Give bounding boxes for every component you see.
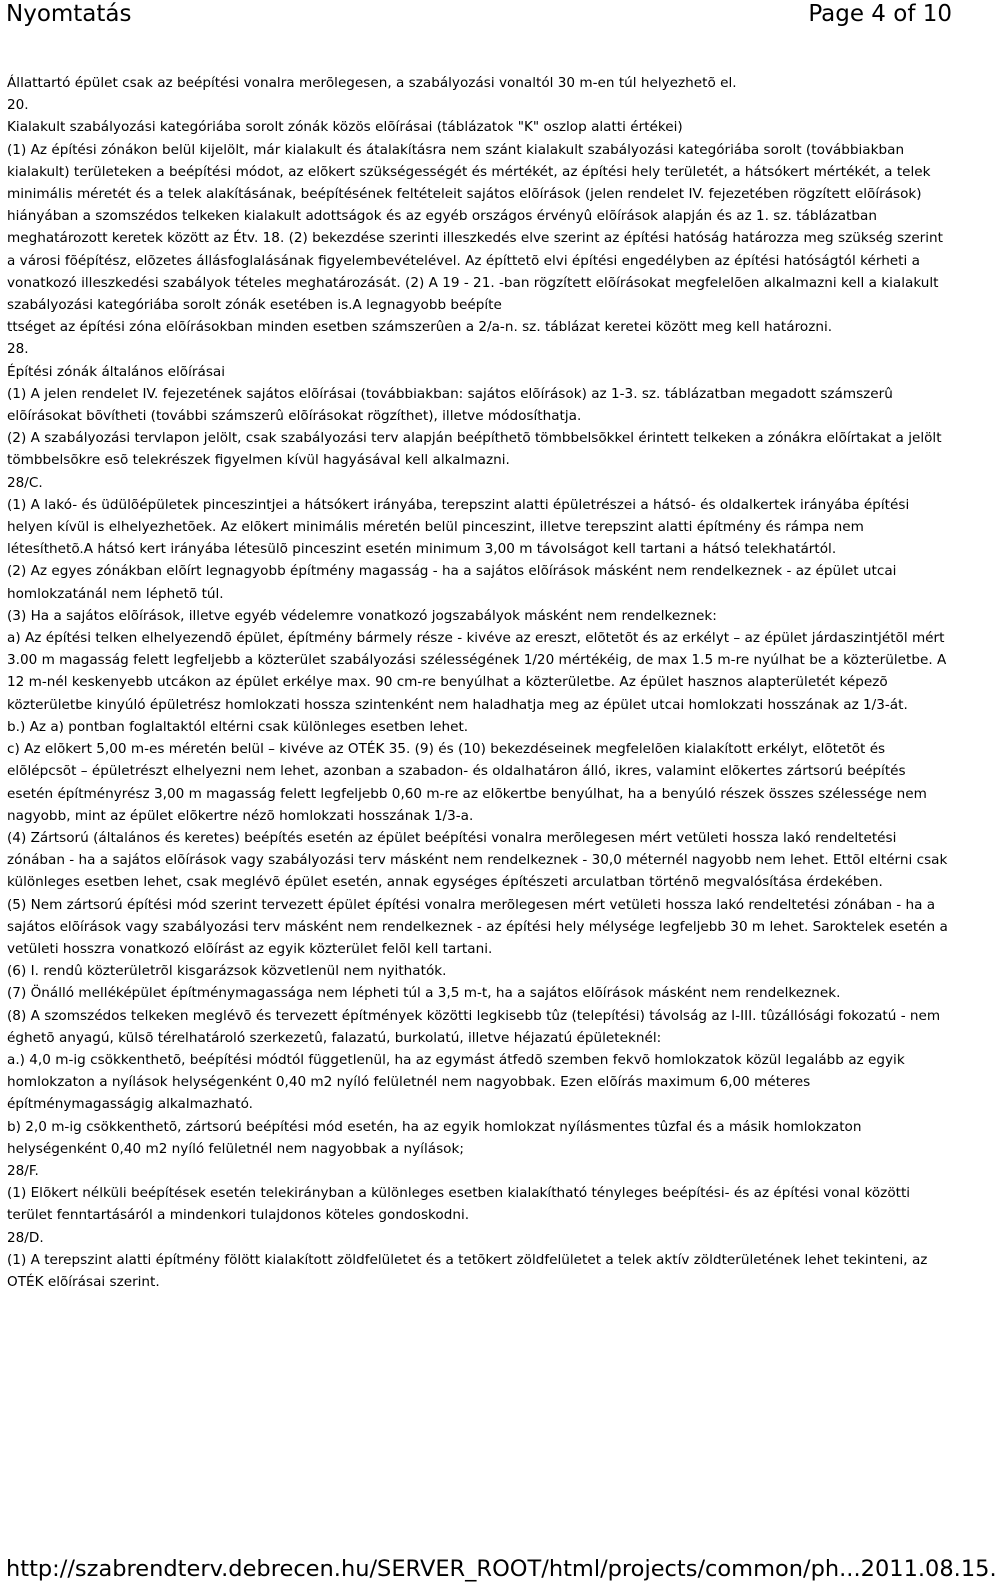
print-header <box>0 0 960 28</box>
paragraph: a.) 4,0 m-ig csökkenthetõ, beépítési módtól függetlenül, ha az egymást átfedõ szemben fekvõ homlokzatok közül legalább az egyik homlokzaton a nyílások helységenként 0,40 m2 nyíló felületnél nem nagyobbak. Ezen elõírás maximum 6,00 méteres építménymagasságig alkalmazható. <box>7 1051 905 1113</box>
section-number: 28. <box>7 341 29 358</box>
paragraph: (1) A jelen rendelet IV. fejezetének sajátos elõírásai (továbbiakban: sajátos elõírások) az 1-3. sz. táblázatban megadott számszerû elõírásokat bõvítheti (további számszerû elõírásokat rögzíthet), illetve módosíthatja. <box>7 385 893 425</box>
paragraph: (1) A lakó- és üdülõépületek pinceszintjei a hátsókert irányába, terepszint alatti épületrészei a hátsó- és oldalkertek irányába építési helyen kívül is elhelyezhetõek. Az elõkert minimális méretén belül pinceszint, illetve terepszint alatti építmény és rámpa nem létesíthetõ.A hátsó kert irányába létesülõ pinceszint esetén minimum 3,00 m távolságot kell tartani a hátsó telekhatártól. <box>7 496 910 558</box>
paragraph: Állattartó épület csak az beépítési vonalra merõlegesen, a szabályozási vonaltól 30 m-en túl helyezhetõ el. <box>7 75 737 91</box>
paragraph: (1) Az építési zónákon belül kijelölt, már kialakult és átalakításra nem szánt kialakult szabályozási kategóriába sorolt (továbbiakban kialakult) területeken a beépítési módot, az elõkert szükségességét és mértékét, az építési hely területét, a hátsókert mértékét, a telek minimális méretét és a telek alakításának, beépítésének feltételeit sajátos elõírások (jelen rendelet IV. fejezetében rögzített elõírások) hiányában a szomszédos telkeken kialakult adottságok és az egyéb országos érvényû elõírások alapján és az 1. sz. táblázatban meghatározott keretek között az Étv. 18. (2) bekezdése szerinti illeszkedés elve szerint az építési hatóság határozza meg szükség szerint a városi fõépítész, elõzetes állásfoglalásának figyelembevételével. Az építtetõ elvi építési engedélyben az építési hatóságtól kérheti a vonatkozó illeszkedési szabályok tételes meghatározását. (2) A 19 - 21. -ban rögzített elõírásokat megfelelõen alkalmazni kell a kialakult szabályozási kategóriába sorolt zónák esetében is.A legnagyobb beépíte <box>7 141 943 314</box>
paragraph: (1) A terepszint alatti építmény fölött kialakított zöldfelületet és a tetõkert zöldfelületet a telek aktív zöldterületének lehet tekinteni, az OTÉK elõírásai szerint. <box>7 1251 928 1290</box>
document-body <box>7 72 952 1293</box>
paragraph: (3) Ha a sajátos elõírások, illetve egyéb védelemre vonatkozó jogszabályok másként nem rendelkeznek: <box>7 607 717 624</box>
paragraph: (2) Az egyes zónákban elõírt legnagyobb építmény magasság - ha a sajátos elõírások másként nem rendelkeznek - az épület utcai homlokzatánál nem léphetõ túl. <box>7 563 897 602</box>
paragraph: a) Az építési telken elhelyezendõ épület, építmény bármely része - kivéve az ereszt, elõtetõt és az erkélyt – az épület járdaszintjétõl mért 3.00 m magasság felett legfeljebb a közterület szabályozási szélességének 1/20 mértékéig, de max 1.5 m-re nyúlhat be a közterületbe. A 12 m-nél keskenyebb utcákon az épület erkélye max. 90 cm-re benyúlhat a közterületbe. Az épület hasznos alapterületét képezõ közterületbe kinyúló épületrész homlokzati hossza szintenként nem haladhatja meg az épület utcai homlokzati hosszának az 1/3-át. <box>7 630 947 713</box>
paragraph: b.) Az a) pontban foglaltaktól eltérni csak különleges esetben lehet. <box>7 718 469 735</box>
section-title: Kialakult szabályozási kategóriába sorolt zónák közös elõírásai (táblázatok "K" oszlop alatti értékei) <box>7 119 683 136</box>
section-number: 28/C. <box>7 474 43 491</box>
print-footer <box>0 1554 997 1584</box>
page-number: Page 4 of 10 <box>808 1 952 27</box>
print-title: Nyomtatás <box>6 1 132 27</box>
section-number: 28/F. <box>7 1162 39 1179</box>
paragraph: (6) I. rendû közterületrõl kisgarázsok közvetlenül nem nyithatók. <box>7 963 447 980</box>
section-title: Építési zónák általános elõírásai <box>7 363 226 380</box>
paragraph: c) Az elõkert 5,00 m-es méretén belül – kivéve az OTÉK 35. (9) és (10) bekezdéseinek megfelelõen kialakított erkélyt, elõtetõt és elõlépcsõt – épületrészt elhelyezni nem lehet, azonban a szabadon- és oldalhatáron álló, ikres, valamint elõkertes zártsorú beépítés esetén építményrész 3,00 m magasság felett legfeljebb 0,60 m-re az elõkertbe benyúlhat, ha a benyúló részek összes szélessége nem nagyobb, mint az épület elõkertre nézõ homlokzati hosszának 1/3-a. <box>7 741 927 824</box>
source-url: http://szabrendterv.debrecen.hu/SERVER_ROOT/html/projects/common/ph... <box>6 1556 861 1582</box>
paragraph: (7) Önálló melléképület építménymagassága nem lépheti túl a 3,5 m-t, ha a sajátos elõírások másként nem rendelkeznek. <box>7 985 841 1002</box>
paragraph: (8) A szomszédos telkeken meglévõ és tervezett építmények közötti legkisebb tûz (telepítési) távolság az I-III. tûzállósági fokozatú - nem éghetõ anyagú, külsõ térelhatároló szerkezetû, falazatú, burkolatú, illetve héjazatú épületeknél: <box>7 1007 941 1046</box>
section-number: 20. <box>7 97 29 114</box>
paragraph: (2) A szabályozási tervlapon jelölt, csak szabályozási terv alapján beépíthetõ tömbbelsõkkel érintett telkeken a zónákra elõírtakat a jelölt tömbbelsõkre esõ telekrészek figyelmen kívül hagyásával kell alkalmazni. <box>7 430 942 469</box>
paragraph: (1) Elõkert nélküli beépítések esetén telekirányban a különleges esetben kialakítható tényleges beépítési- és az építési vonal közötti terület fenntartásáról a mindenkori tulajdonos köteles gondoskodni. <box>7 1185 911 1224</box>
paragraph: (4) Zártsorú (általános és keretes) beépítés esetén az épület beépítési vonalra merõlegesen mért vetületi hossza lakó rendeltetési zónában - ha a sajátos elõírások vagy szabályozási terv másként nem rendelkeznek - 30,0 méternél nagyobb nem lehet. Ettõl eltérni csak különleges esetben lehet, csak meglévõ épület esetén, annak egységes építészeti arculatban történõ megvalósítása érdekében. <box>7 829 948 891</box>
print-date: 2011.08.15. <box>860 1556 997 1582</box>
paragraph: ttséget az építési zóna elõírásokban minden esetben számszerûen a 2/a-n. sz. táblázat keretei között meg kell határozni. <box>7 319 833 336</box>
section-number: 28/D. <box>7 1229 44 1246</box>
paragraph: (5) Nem zártsorú építési mód szerint tervezett épület építési vonalra merõlegesen mért vetületi hossza lakó rendeltetési zónában - ha a sajátos elõírások vagy szabályozási terv másként nem rendelkeznek - az építési hely mélysége legfeljebb 30 m lehet. Saroktelek esetén a vetületi hosszra vonatkozó elõírást az egyik közterület felõl kell tartani. <box>7 896 948 957</box>
paragraph: b) 2,0 m-ig csökkenthetõ, zártsorú beépítési mód esetén, ha az egyik homlokzat nyílásmentes tûzfal és a másik homlokzaton helységenként 0,40 m2 nyíló felületnél nem nagyobbak a nyílások; <box>7 1118 862 1157</box>
